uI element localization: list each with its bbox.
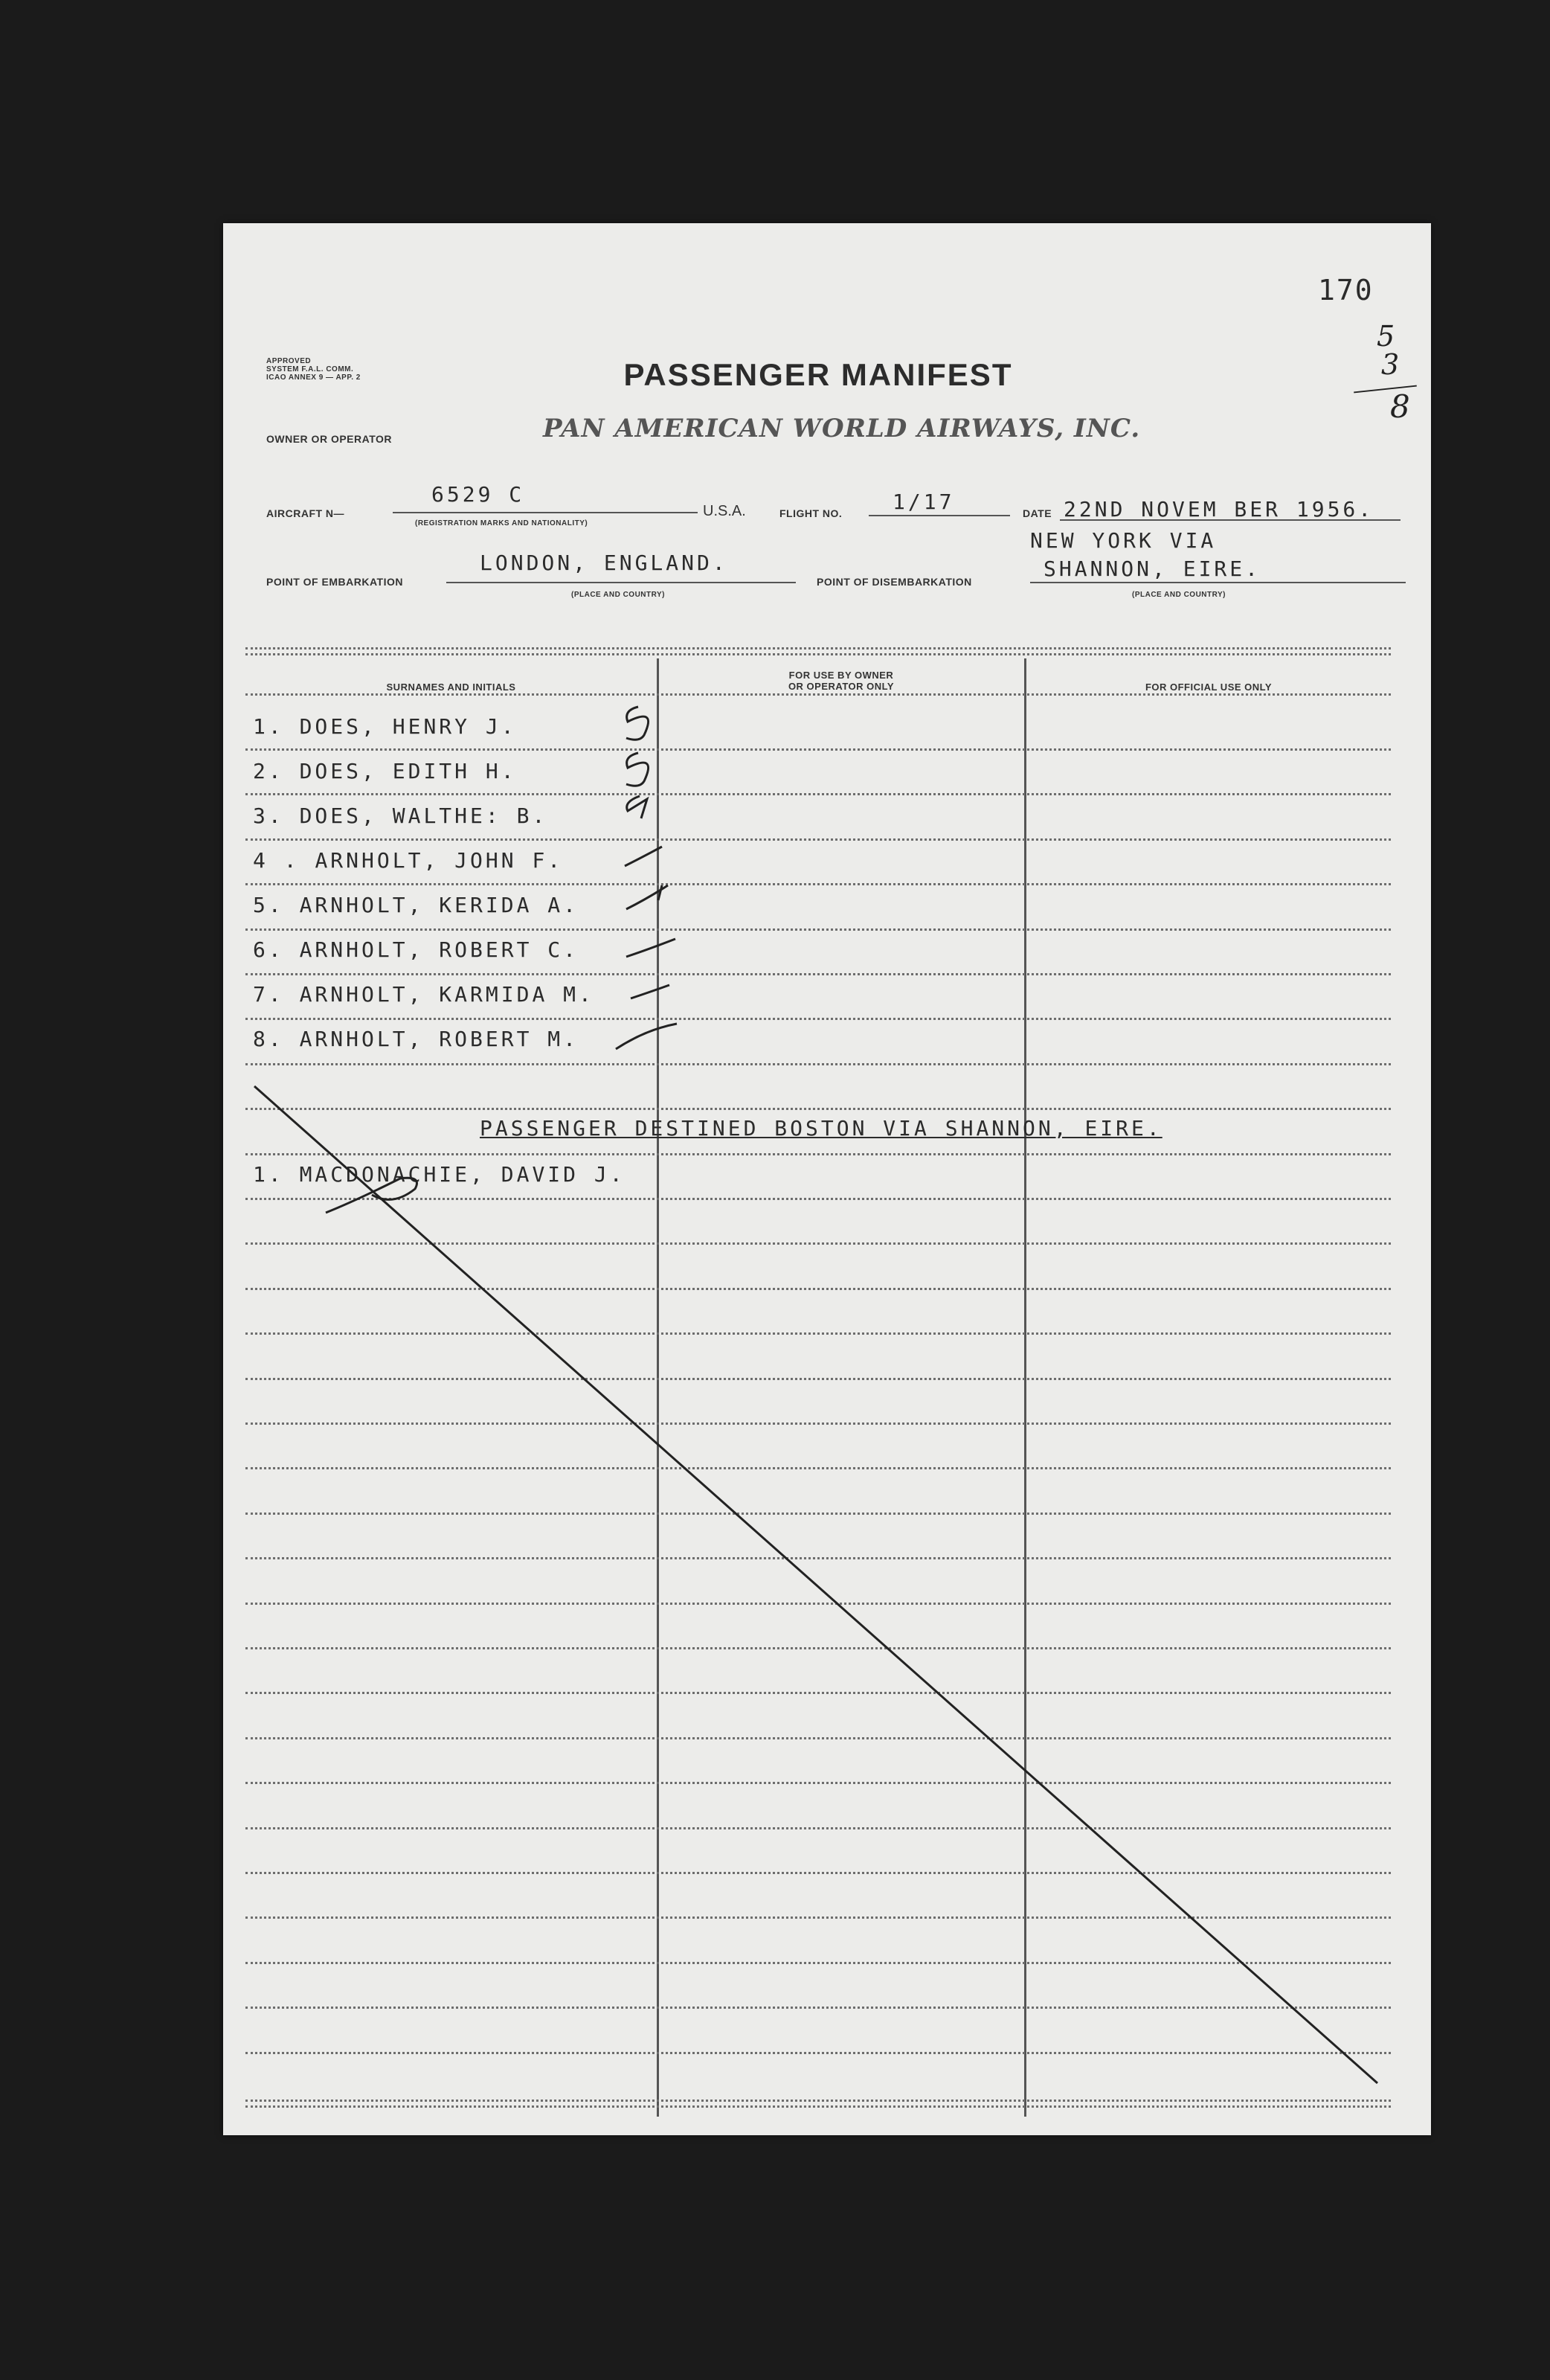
list-item: 5. ARNHOLT, KERIDA A.	[253, 893, 579, 917]
flight-value: 1/17	[893, 490, 955, 514]
check-marks	[326, 707, 677, 1213]
check-mark-1	[626, 707, 649, 740]
check-mark-9	[326, 1178, 417, 1213]
page-title: PASSENGER MANIFEST	[623, 357, 1013, 392]
cross-out-line	[254, 1086, 1377, 2083]
disembarkation-line2: SHANNON, EIRE.	[1043, 556, 1261, 581]
col-header-official: FOR OFFICIAL USE ONLY	[1145, 681, 1273, 693]
disembarkation-label: POINT OF DISEMBARKATION	[817, 576, 972, 588]
folio-mark: 5 3 8	[1365, 320, 1417, 424]
check-mark-5	[626, 885, 668, 909]
disembarkation-line1: NEW YORK VIA	[1030, 528, 1217, 553]
list-item: 3. DOES, WALTHE: B.	[253, 804, 548, 828]
page-number: 170	[1318, 274, 1374, 307]
check-mark-7	[631, 985, 669, 998]
embarkation-value: LONDON, ENGLAND.	[480, 551, 728, 575]
col-header-owner: FOR USE BY OWNER OR OPERATOR ONLY	[788, 670, 895, 692]
date-label: DATE	[1023, 507, 1052, 519]
date-value: 22ND NOVEM BER 1956.	[1064, 497, 1374, 522]
embarkation-label: POINT OF EMBARKATION	[266, 576, 403, 588]
operator-name: PAN AMERICAN WORLD AIRWAYS, INC.	[543, 414, 1141, 443]
list-item: 7. ARNHOLT, KARMIDA M.	[253, 982, 594, 1007]
list-item: 4 . ARNHOLT, JOHN F.	[253, 848, 564, 873]
aircraft-value: 6529 C	[431, 482, 525, 507]
check-mark-3	[627, 796, 647, 818]
check-mark-6	[626, 939, 675, 957]
list-item: 8. ARNHOLT, ROBERT M.	[253, 1027, 579, 1051]
aircraft-country: U.S.A.	[703, 503, 746, 519]
list-item: 1. DOES, HENRY J.	[253, 714, 517, 739]
check-mark-2	[626, 753, 649, 786]
list-item: 2. DOES, EDITH H.	[253, 759, 517, 783]
list-item: 1. MACDONACHIE, DAVID J.	[253, 1162, 626, 1187]
aircraft-label: AIRCRAFT N—	[266, 507, 345, 519]
section-note: PASSENGER DESTINED BOSTON VIA SHANNON, EIRE.	[480, 1116, 1162, 1141]
approval-stamp: APPROVED SYSTEM F.A.L. COMM. ICAO ANNEX 9 — APP. 2	[266, 357, 361, 382]
flight-label: FLIGHT NO.	[779, 507, 843, 519]
disembarkation-note: (PLACE AND COUNTRY)	[1132, 591, 1226, 599]
col-header-surnames: SURNAMES AND INITIALS	[386, 681, 516, 693]
handwritten-marks	[223, 223, 1431, 2135]
check-mark-4	[625, 847, 662, 866]
embarkation-note: (PLACE AND COUNTRY)	[571, 591, 665, 599]
owner-label: OWNER OR OPERATOR	[266, 433, 392, 445]
manifest-page	[223, 223, 1431, 2135]
registration-note: (REGISTRATION MARKS AND NATIONALITY)	[415, 519, 588, 527]
list-item: 6. ARNHOLT, ROBERT C.	[253, 937, 579, 962]
check-mark-8	[616, 1024, 677, 1049]
